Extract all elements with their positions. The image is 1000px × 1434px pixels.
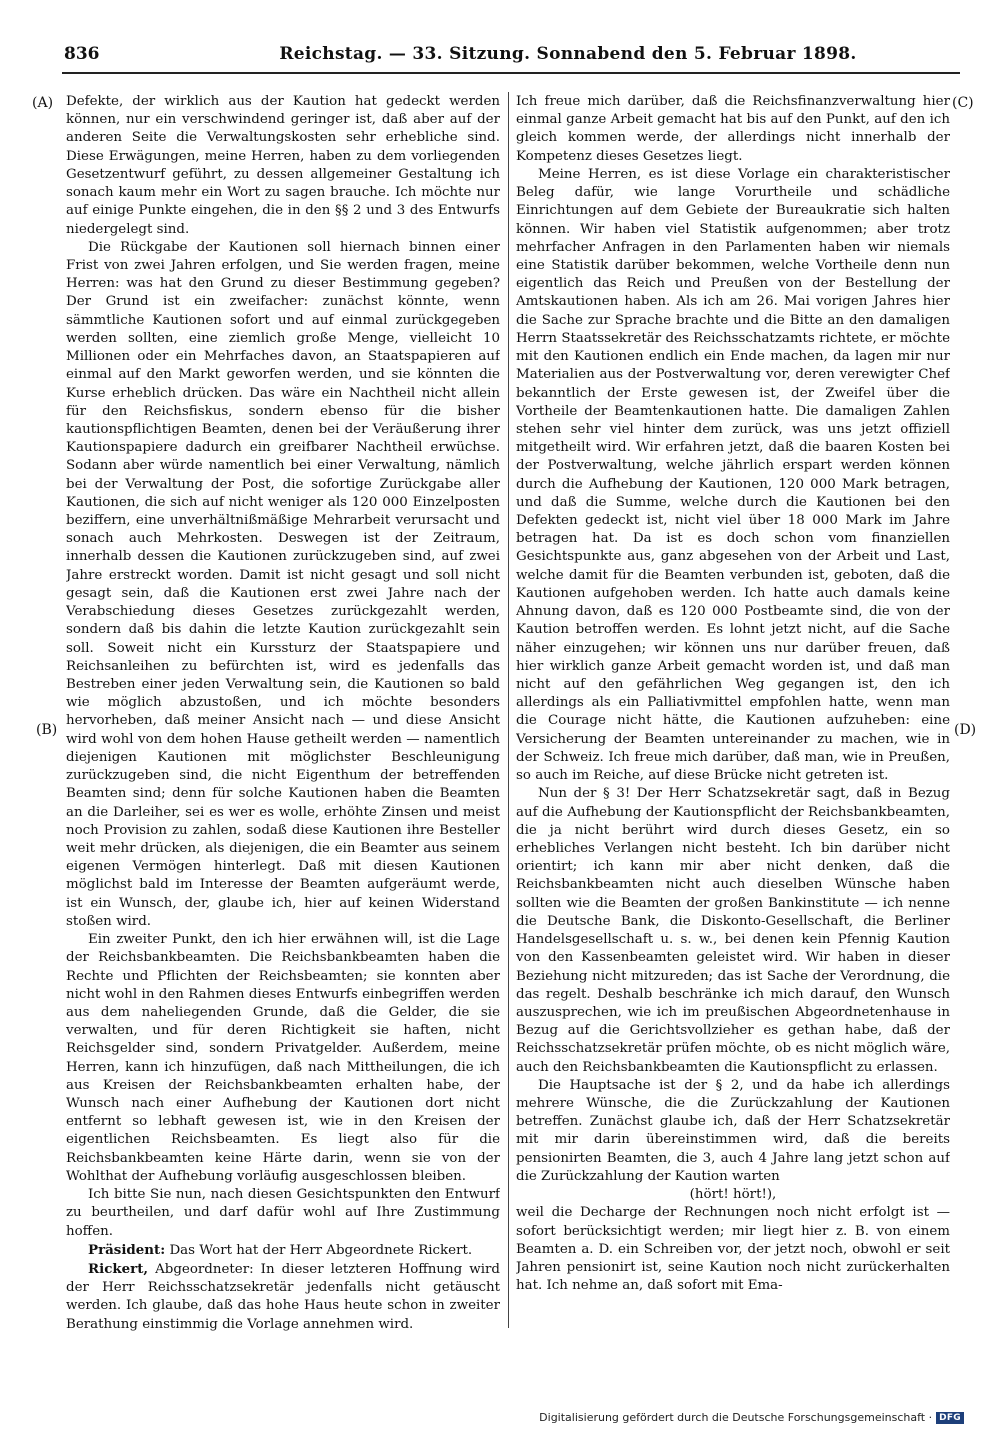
digitization-credit bbox=[539, 1411, 964, 1424]
paragraph: Die Rückgabe der Kautionen soll hiernach binnen einer Frist von zwei Jahren erfolgen, und Sie werden fragen, meine Herren: was hat den Grund zu dieser Bestimmung gegeben? Der Grund ist ein zweifacher: zunächst könnte, wenn sämmtliche Kautionen sofort und auf einmal zurückgegeben werden sollten, eine ziemlich große Menge, vielleicht 10 Millionen oder ein Mehrfaches davon, an Staatspapieren auf einmal auf den Markt geworfen werden, und sie könnten die Kurse erheblich drücken. Das wäre ein Nachtheil nicht allein für den Reichsfiskus, sondern ebenso für die bisher kautionspflichtigen Beamten, denen bei der Veräußerung ihrer Kautionspapiere dadurch ein greifbarer Nachtheil erwüchse. Sodann aber würde namentlich bei einer Verwaltung, nämlich bei der Verwaltung der Post, die sofortige Zurückgabe aller Kautionen, die sich auf nicht weniger als 120 000 Einzelposten beziffern, eine unverhältnißmäßige Mehrarbeit verursacht und sonach auch Mehrkosten. Deswegen ist der Zeitraum, innerhalb dessen die Kautionen zurückzugeben sind, auf zwei Jahre erstreckt worden. Damit ist nicht gesagt und soll nicht gesagt sein, daß die Kautionen erst zwei Jahre nach der Verabschiedung dieses Gesetzes zurückgezahlt werden, sondern daß bis dahin die letzte Kaution zurückgezahlt sein soll. Soweit nicht ein Kurssturz der Staatspapiere und Reichsanleihen zu befürchten ist, wird es jedenfalls das Bestreben einer jeden Verwaltung sein, die Kautionen so bald wie möglich abzustoßen, und ich möchte besonders hervorheben, daß meiner Ansicht nach — und diese Ansicht wird wohl von dem hohen Hause getheilt werden — namentlich diejenigen Kautionen mit möglichster Beschleunigung zurückzugeben sind, die nicht Eigenthum der betreffenden Beamten sind; denn für solche Kautionen haben die Beamten an die Darleiher, sei es wer es wolle, erhöhte Zinsen und meist noch Provision zu zahlen, sodaß diese Kautionen ihre Besteller weit mehr drücken, als diejenigen, die ein Beamter aus seinem eigenen Vermögen hinterlegt. Daß mit diesen Kautionen möglichst bald im Interesse der Beamten aufgeräumt werde, ist ein Wunsch, der, glaube ich, hier auf keinen Widerstand stoßen wird. bbox=[66, 239, 500, 929]
left-column bbox=[66, 93, 500, 1333]
page-header bbox=[64, 44, 960, 70]
header-rule bbox=[62, 72, 960, 74]
paragraph: weil die Decharge der Rechnungen noch nicht erfolgt ist — sofort berücksichtigt werden; mir liegt hier z. B. von einem Beamten a. D. ein Schreiben vor, der jetzt noch, obwohl er seit Jahren pensionirt ist, seine Kaution noch nicht zurückerhalten hat. Ich nehme an, daß sofort mit Ema- bbox=[516, 1205, 950, 1294]
paragraph: Die Hauptsache ist der § 2, und da habe ich allerdings mehrere Wünsche, die die Zurückzahlung der Kautionen betreffen. Zunächst glaube ich, daß der Herr Schatzsekretär mit mir darin übereinstimmen wird, daß die bereits pensionirten Beamten, die 3, auch 4 Jahre lang jetzt schon auf die Zurückzahlung der Kaution warten bbox=[516, 1077, 950, 1184]
interjection: (hört! hört!), bbox=[689, 1187, 777, 1203]
paragraph: Ein zweiter Punkt, den ich hier erwähnen will, ist die Lage der Reichsbankbeamten. Die Reichsbankbeamten haben die Rechte und Pflichten der Reichsbeamten; sie konnten aber nicht wohl in den Rahmen dieses Entwurfs einbegriffen werden aus dem naheliegenden Grunde, daß die Gelder, die sie verwalten, und für deren Richtigkeit sie haften, nicht Reichsgelder sind, sondern Privatgelder. Außerdem, meine Herren, kann ich hinzufügen, daß nach Mittheilungen, die ich aus Kreisen der Reichsbankbeamten erhalten habe, der Wunsch nach einer Aufhebung der Kautionen dort nicht entfernt so lebhaft gewesen ist, wie in den Kreisen der eigentlichen Reichsbeamten. Es liegt also für die Reichsbankbeamten keine Härte darin, wenn sie von der Wohlthat der Aufhebung vorläufig ausgeschlossen bleiben. bbox=[66, 932, 500, 1184]
margin-mark-c: (C) bbox=[952, 95, 974, 111]
margin-mark-b: (B) bbox=[36, 722, 58, 738]
column-divider bbox=[508, 92, 509, 1328]
paragraph: Ich bitte Sie nun, nach diesen Gesichtspunkten den Entwurf zu beurtheilen, und darf dafür wohl auf Ihre Zustimmung hoffen. bbox=[66, 1187, 500, 1239]
margin-mark-a: (A) bbox=[32, 95, 54, 111]
speaker-name: Präsident: bbox=[88, 1241, 166, 1258]
right-column bbox=[516, 93, 950, 1333]
speaker-paragraph bbox=[66, 1241, 500, 1260]
margin-mark-d: (D) bbox=[954, 722, 977, 738]
paragraph: Defekte, der wirklich aus der Kaution hat gedeckt werden können, nur ein verschwindend geringer ist, daß aber auf der anderen Seite die Verwaltungskosten sehr erhebliche sind. Diese Erwägungen, meine Herren, haben zu dem vorliegenden Gesetzentwurf geführt, zu dessen allgemeiner Gestaltung ich sonach kaum mehr ein Wort zu sagen brauche. Ich möchte nur auf einige Punkte eingehen, die in den §§ 2 und 3 des Entwurfs niedergelegt sind. bbox=[66, 94, 500, 237]
dfg-logo: DFG bbox=[936, 1412, 964, 1424]
speaker-paragraph bbox=[66, 1260, 500, 1333]
page-number: 836 bbox=[64, 44, 100, 64]
credit-text: Digitalisierung gefördert durch die Deutsche Forschungsgemeinschaft · bbox=[539, 1411, 933, 1424]
running-head: Reichstag. — 33. Sitzung. Sonnabend den 5. Februar 1898. bbox=[279, 44, 857, 64]
paragraph: Ich freue mich darüber, daß die Reichsfinanzverwaltung hier einmal ganze Arbeit gemacht hat bis auf den Punkt, auf den ich gleich kommen werde, der allerdings nicht innerhalb der Kompetenz dieses Gesetzes liegt. bbox=[516, 94, 950, 164]
speaker-name: Rickert, bbox=[88, 1261, 149, 1277]
paragraph: Meine Herren, es ist diese Vorlage ein charakteristischer Beleg dafür, wie lange Vorurtheile und schädliche Einrichtungen auf dem Gebiete der Bureaukratie sich halten können. Wir haben viel Statistik aufgenommen; aber trotz mehrfacher Anfragen in den Parlamenten haben wir niemals eine Statistik darüber bekommen, welche Vortheile denn nun eigentlich das Reich und Preußen von der Bestellung der Amtskautionen haben. Als ich am 26. Mai vorigen Jahres hier die Sache zur Sprache brachte und die Bitte an den damaligen Herrn Staatssekretär des Reichsschatzamts richtete, er möchte mit den Kautionen endlich ein Ende machen, da lagen mir nur Materialien aus der Postverwaltung vor, deren verewigter Chef bekanntlich der Erste gewesen ist, der Zweifel über die Vortheile der Beamtenkautionen hatte. Die damaligen Zahlen stehen sehr viel hinter dem zurück, was uns jetzt offiziell mitgetheilt wird. Wir erfahren jetzt, daß die baaren Kosten bei der Postverwaltung, welche jährlich erspart werden können durch die Aufhebung der Kautionen, 120 000 Mark betragen, und daß die Summe, welche durch die Kautionen bei den Defekten gedeckt ist, nicht viel über 18 000 Mark im Jahre betragen hat. Da ist es doch schon vom finanziellen Gesichtspunkte aus, ganz abgesehen von der Arbeit und Last, welche damit für die Beamten verbunden ist, geboten, daß die Kautionen aufgehoben werden. Ich hatte auch damals keine Ahnung davon, daß es 120 000 Postbeamte sind, die von der Kaution betroffen werden. Es lohnt jetzt nicht, auf die Sache näher einzugehen; wir können uns nur darüber freuen, daß hier wirklich ganze Arbeit gemacht worden ist, und daß man nicht auf den gefährlichen Weg gegangen ist, den ich allerdings als ein Palliativmittel empfohlen hatte, wenn man die Courage nicht hätte, die Kautionen aufzuheben: eine Versicherung der Beamten untereinander zu machen, wie in der Schweiz. Ich freue mich darüber, daß man, wie in Preußen, so auch im Reiche, auf diese Brücke nicht getreten ist. bbox=[516, 166, 950, 784]
speech-text: Abgeordneter: In dieser letzteren Hoffnung wird der Herr Reichsschatzsekretär jedenfalls nicht getäuscht werden. Ich glaube, daß das hohe Haus heute schon in zweiter Berathung einstimmig die Vorlage annehmen wird. bbox=[66, 1262, 500, 1332]
speech-text: Das Wort hat der Herr Abgeordnete Rickert. bbox=[165, 1242, 473, 1258]
paragraph: Nun der § 3! Der Herr Schatzsekretär sagt, daß in Bezug auf die Aufhebung der Kautionspflicht der Reichsbankbeamten, die ja nicht berührt wird durch dieses Gesetz, ein so erhebliches Verlangen nicht besteht. Ich bin darüber nicht orientirt; ich kann mir aber nicht denken, daß die Reichsbankbeamten nicht auch dieselben Wünsche haben sollten wie die Beamten der großen Bankinstitute — ich nenne die Deutsche Bank, die Diskonto-Gesellschaft, die Berliner Handelsgesellschaft u. s. w., bei denen kein Pfennig Kaution von den Kassenbeamten geleistet wird. Wir haben in dieser Beziehung nicht mitzureden; das ist Sache der Verordnung, die das regelt. Deshalb beschränke ich mich darauf, den Wunsch auszusprechen, wie ich im preußischen Abgeordnetenhause in Bezug auf die Gerichtsvollzieher es gethan habe, daß der Reichsschatzsekretär prüfen möchte, ob es nicht möglich wäre, auch den Reichsbankbeamten die Kautionspflicht zu erlassen. bbox=[516, 786, 950, 1075]
